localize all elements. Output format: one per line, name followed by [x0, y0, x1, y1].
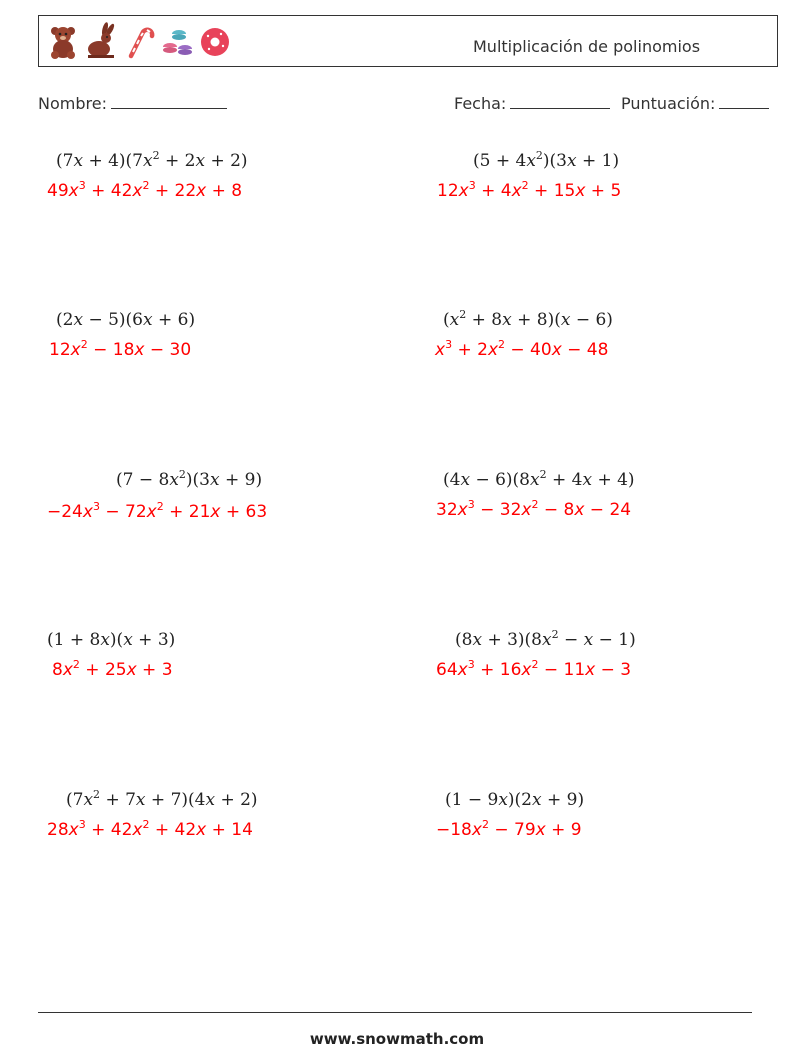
- problem-10-answer: $-18x^2 - 79x + 9$: [436, 818, 582, 840]
- header-icons: [47, 22, 231, 60]
- problem-6-question: $(4x - 6)(8x^2 + 4x + 4)$: [443, 468, 635, 490]
- problem-1-question: $(7x + 4)(7x^2 + 2x + 2)$: [56, 149, 248, 171]
- problem-4-answer: $x^3 + 2x^2 - 40x - 48$: [435, 338, 609, 360]
- problem-9-question: $(7x^2 + 7x + 7)(4x + 2)$: [66, 788, 258, 810]
- date-field: [454, 94, 610, 113]
- footer-divider: [38, 1012, 752, 1013]
- name-field: [38, 94, 227, 113]
- teddy-bear-icon: [47, 22, 79, 60]
- problem-4-question: $(x^2 + 8x + 8)(x - 6)$: [443, 308, 613, 330]
- problem-3-question: (2x − 5)(6x + 6): [56, 310, 196, 330]
- problem-5-answer: $-24x^3 - 72x^2 + 21x + 63$: [47, 500, 268, 522]
- donut-icon: [199, 22, 231, 60]
- problem-7-question: (1 + 8x)(x + 3): [47, 630, 176, 650]
- problem-5-question: $(7 - 8x^2)(3x + 9)$: [116, 468, 263, 490]
- chocolate-bunny-icon: [85, 22, 117, 60]
- problem-3-answer: $12x^2 - 18x - 30$: [49, 338, 192, 360]
- worksheet-header: [38, 15, 778, 67]
- problem-7-answer: $8x^2 + 25x + 3$: [52, 658, 173, 680]
- score-field: [621, 94, 769, 113]
- name-label: Nombre:: [38, 94, 107, 113]
- date-label: Fecha:: [454, 94, 507, 113]
- problem-9-answer: $28x^3 + 42x^2 + 42x + 14$: [47, 818, 253, 840]
- footer-url: www.snowmath.com: [309, 1030, 485, 1048]
- worksheet-title: Multiplicación de polinomios: [473, 37, 701, 56]
- problem-10-question: (1 − 9x)(2x + 9): [445, 790, 585, 810]
- macarons-icon: [161, 22, 193, 60]
- problem-1-answer: $49x^3 + 42x^2 + 22x + 8$: [47, 179, 243, 201]
- score-label: Puntuación:: [621, 94, 716, 113]
- date-line[interactable]: [510, 94, 610, 109]
- name-line[interactable]: [111, 94, 227, 109]
- problem-6-answer: $32x^3 - 32x^2 - 8x - 24$: [436, 498, 632, 520]
- problem-2-answer: $12x^3 + 4x^2 + 15x + 5$: [437, 179, 622, 201]
- problem-2-question: $(5 + 4x^2)(3x + 1)$: [473, 149, 620, 171]
- problem-8-question: $(8x + 3)(8x^2 - x - 1)$: [455, 628, 636, 650]
- score-line[interactable]: [719, 94, 769, 109]
- candy-cane-icon: [123, 22, 155, 60]
- problem-8-answer: $64x^3 + 16x^2 - 11x - 3$: [436, 658, 632, 680]
